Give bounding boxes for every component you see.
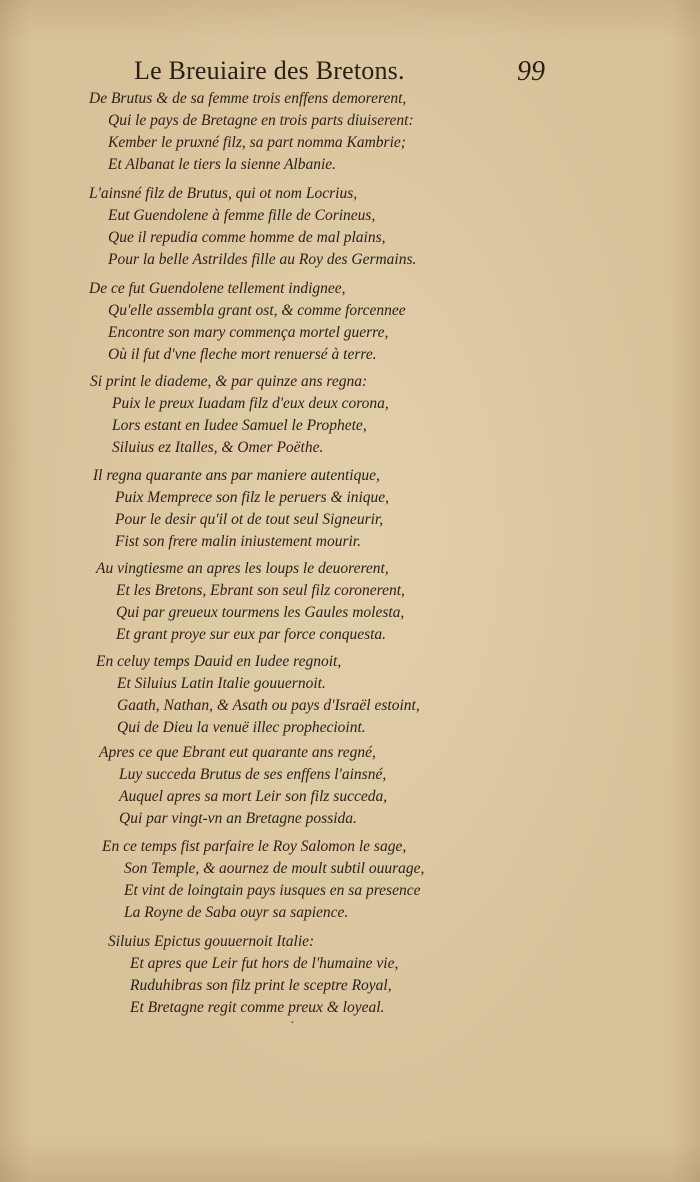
verse-line: L'ainsné filz de Brutus, qui ot nom Locrius, [89, 185, 358, 202]
verse-line: Luy succeda Brutus de ses enffens l'ainsné, [119, 766, 387, 783]
verse-line: Siluius Epictus gouuernoit Italie: [108, 933, 315, 950]
verse-line: Qu'elle assembla grant ost, & comme forcennee [108, 302, 406, 319]
verse-line: De Brutus & de sa femme trois enffens demorerent, [89, 90, 407, 107]
verse-line: Où il fut d'vne fleche mort renuersé à terre. [108, 346, 377, 363]
verse-line: Son Temple, & aournez de moult subtil ouurage, [124, 860, 425, 877]
verse-line: Au vingtiesme an apres les loups le deuorerent, [96, 560, 389, 577]
verse-line: Siluius ez Italles, & Omer Poëthe. [112, 439, 324, 456]
verse-line: Puix le preux Iuadam filz d'eux deux corona, [112, 395, 389, 412]
verse-line: Si print le diademe, & par quinze ans regna: [90, 373, 368, 390]
verse-line: Et Siluius Latin Italie gouuernoit. [117, 675, 326, 692]
verse-line: Gaath, Nathan, & Asath ou pays d'Israël estoint, [117, 697, 420, 714]
verse-line: Qui par vingt-vn an Bretagne possida. [119, 810, 357, 827]
verse-line: Fist son frere malin iniustement mourir. [115, 533, 361, 550]
verse-line: Encontre son mary commença mortel guerre, [108, 324, 389, 341]
verse-line: Lors estant en Iudee Samuel le Prophete, [112, 417, 367, 434]
verse-line: Et Albanat le tiers la sienne Albanie. [108, 156, 337, 173]
verse-line: Et apres que Leir fut hors de l'humaine vie, [130, 955, 399, 972]
page-number: 99 [517, 56, 545, 87]
verse-line: Puix Memprece son filz le peruers & inique, [115, 489, 390, 506]
verse-line: Apres ce que Ebrant eut quarante ans regné, [99, 744, 376, 761]
running-title: Le Breuiaire des Bretons. [134, 56, 405, 85]
verse-line: En celuy temps Dauid en Iudee regnoit, [96, 653, 342, 670]
verse-line: Et vint de loingtain pays iusques en sa presence [124, 882, 421, 899]
page-dot-mark: · [290, 1016, 295, 1031]
verse-line: En ce temps fist parfaire le Roy Salomon le sage, [102, 838, 407, 855]
verse-line: Pour la belle Astrildes fille au Roy des Germains. [108, 251, 417, 268]
verse-line: Eut Guendolene à femme fille de Corineus, [108, 207, 376, 224]
verse-line: Kember le pruxné filz, sa part nomma Kambrie; [108, 134, 406, 151]
verse-line: Ruduhibras son filz print le sceptre Royal, [130, 977, 392, 994]
verse-line: Il regna quarante ans par maniere autentique, [93, 467, 380, 484]
verse-line: La Royne de Saba ouyr sa sapience. [124, 904, 349, 921]
verse-line: Et grant proye sur eux par force conquesta. [116, 626, 387, 643]
verse-line: Et les Bretons, Ebrant son seul filz coronerent, [116, 582, 405, 599]
verse-line: Que il repudia comme homme de mal plains, [108, 229, 386, 246]
verse-line: Qui le pays de Bretagne en trois parts diuiserent: [108, 112, 414, 129]
verse-line: Et Bretagne regit comme preux & loyeal. [130, 999, 385, 1016]
verse-line: Qui par greueux tourmens les Gaules molesta, [116, 604, 405, 621]
verse-line: Pour le desir qu'il ot de tout seul Signeurir, [115, 511, 384, 528]
verse-line: Qui de Dieu la venuë illec prophecioint. [117, 719, 366, 736]
verse-line: Auquel apres sa mort Leir son filz succeda, [119, 788, 388, 805]
verse-line: De ce fut Guendolene tellement indignee, [89, 280, 346, 297]
